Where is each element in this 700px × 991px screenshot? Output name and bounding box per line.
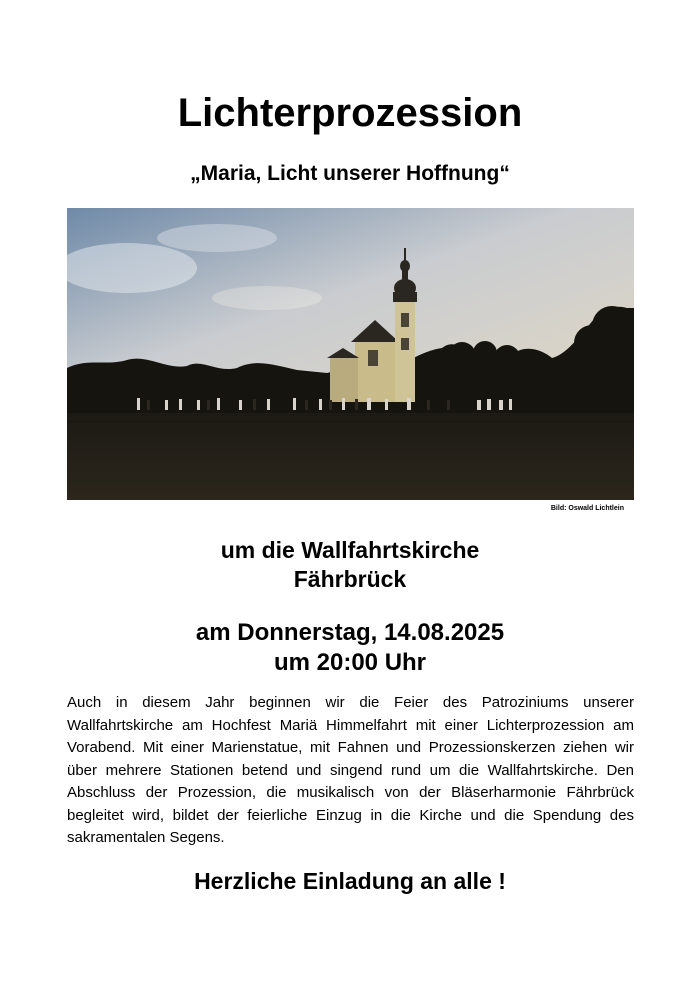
location-heading [0,536,700,594]
subtitle-quote: „Maria, Licht unserer Hoffnung“ [190,162,510,185]
photo-credit: Bild: Oswald Lichtlein [550,505,624,512]
body-paragraph: Auch in diesem Jahr beginnen wir die Feier des Patroziniums unserer Wallfahrtskirche am Hochfest Mariä Himmelfahrt mit einer Lichterprozession am Vorabend. Mit einer Marienstatue, mit Fahnen und Prozessionskerzen ziehen wir über mehrere Stationen betend und singend rund um die Wallfahrtskirche. Den Abschluss der Prozession, die musikalisch von der Bläserharmonie Fährbrück begleitet wird, bildet der feierliche Einzug in die Kirche und die Spendung des sakramentalen Segens. [67,694,634,846]
field [67,413,634,500]
invitation-line: Herzliche Einladung an alle ! [194,868,506,894]
time-line: um 20:00 Uhr [273,649,427,676]
location-line-2: Fährbrück [293,566,407,592]
church-photo [67,208,634,500]
location-line-1: um die Wallfahrtskirche [220,537,480,563]
page-title: Lichterprozession [177,91,523,135]
date-time-heading [0,618,700,678]
date-line: am Donnerstag, 14.08.2025 [195,619,505,646]
